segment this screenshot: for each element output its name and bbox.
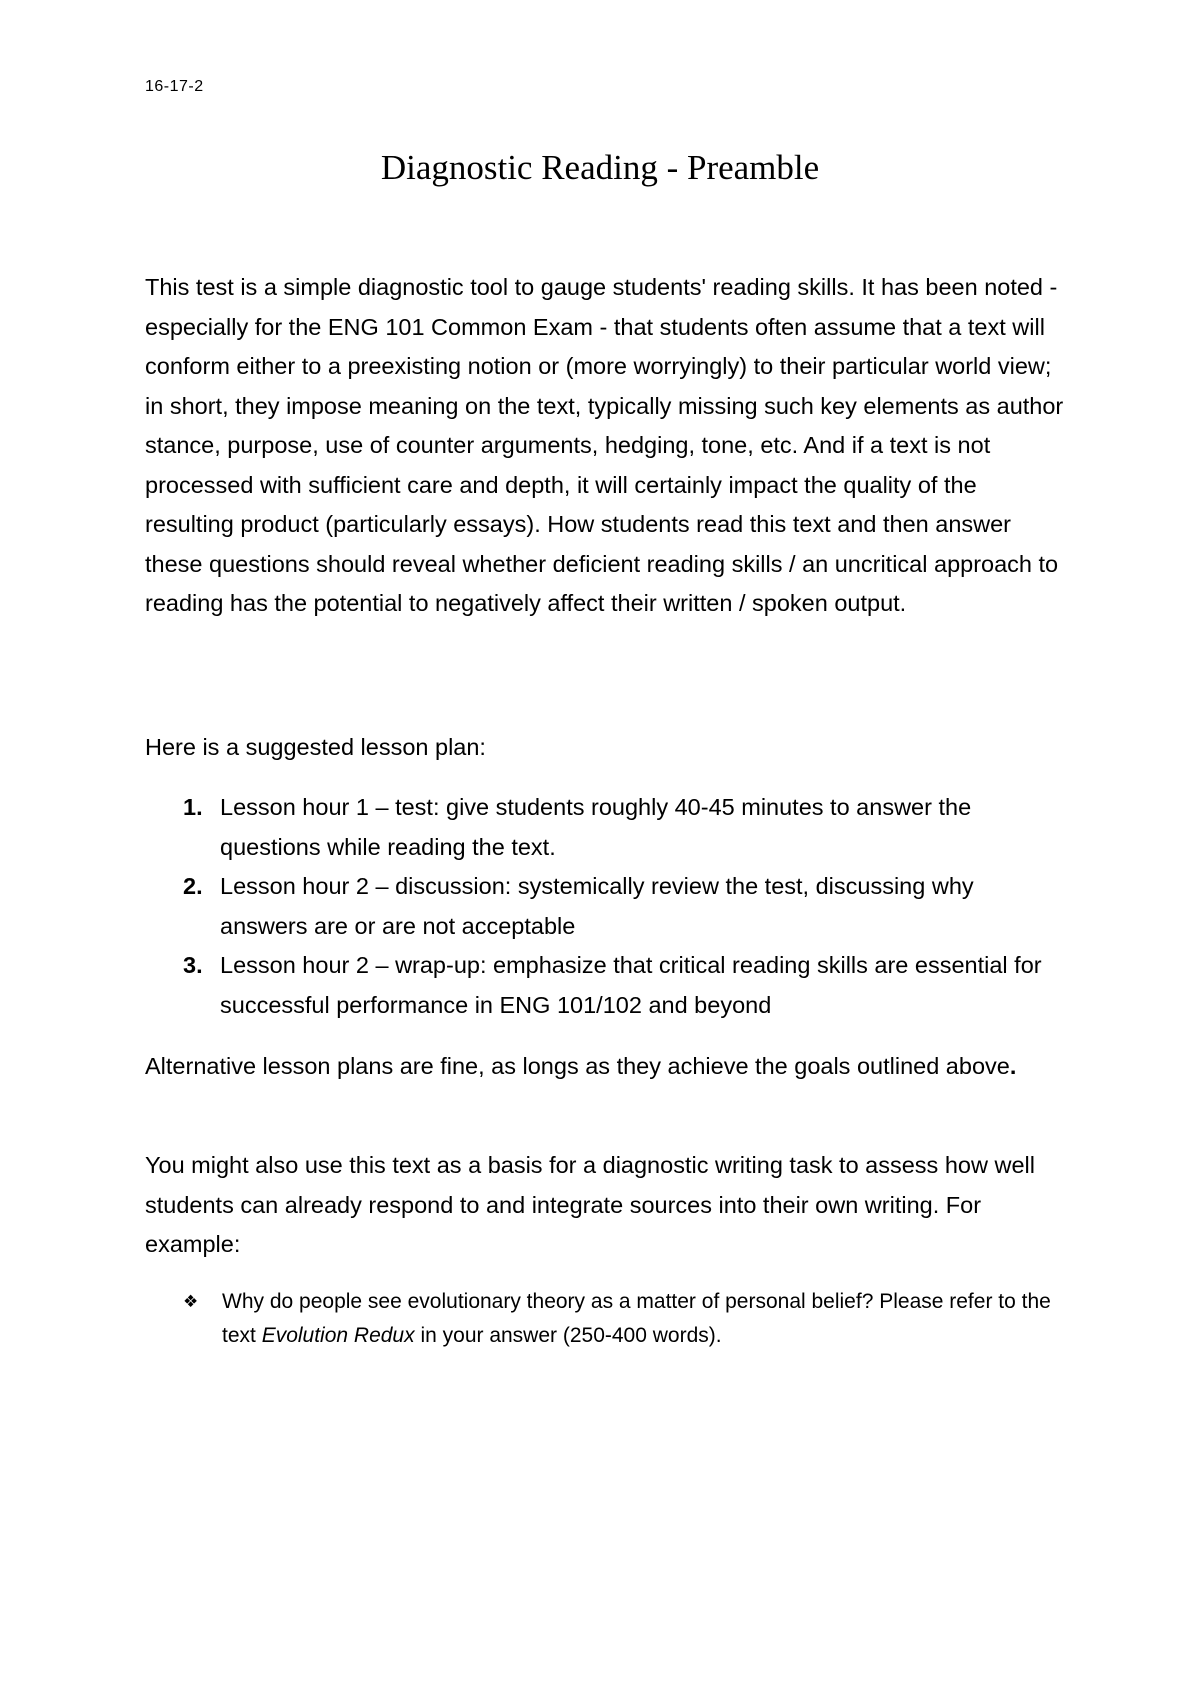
page-title: Diagnostic Reading - Preamble — [380, 148, 820, 187]
list-item-number: 1. — [183, 794, 203, 820]
list-item-text: Lesson hour 2 – discussion: systemically review the test, discussing why answers are or are not acceptable — [220, 873, 974, 939]
list-item — [145, 946, 1065, 1025]
intro-paragraph: This test is a simple diagnostic tool to gauge students' reading skills. It has been noted - especially for the ENG 101 Common Exam - that students often assume that a text will conform either to a preexisting notion or (more worryingly) to their particular world view; in short, they impose meaning on the text, typically missing such key elements as author stance, purpose, use of counter arguments, hedging, tone, etc. And if a text is not processed with sufficient care and depth, it will certainly impact the quality of the resulting product (particularly essays). How students read this text and then answer these questions should reveal whether deficient reading skills / an uncritical approach to reading has the potential to negatively affect their written / spoken output. — [145, 274, 1064, 616]
writing-task-paragraph: You might also use this text as a basis for a diagnostic writing task to assess how well students can already respond to and integrate sources into their own writing. For example: — [145, 1152, 1035, 1257]
list-item-number: 2. — [183, 873, 203, 899]
list-item — [145, 867, 1065, 946]
example-task-question: Why do people see evolutionary theory as a matter of personal belief? Please refer to the text — [222, 1290, 1051, 1347]
example-task-text — [222, 1285, 1065, 1353]
example-task-item — [145, 1285, 1065, 1353]
example-task-source-title: Evolution Redux — [261, 1324, 415, 1347]
alternative-plans-text: Alternative lesson plans are fine, as longs as they achieve the goals outlined above — [145, 1053, 1010, 1079]
list-item-text: Lesson hour 2 – wrap-up: emphasize that critical reading skills are essential for successful performance in ENG 101/102 and beyond — [220, 952, 1042, 1018]
list-item-number: 3. — [183, 952, 203, 978]
alternative-plans-end-mark: . — [1009, 1053, 1017, 1079]
lesson-plan-list — [145, 788, 1065, 1025]
list-item-text: Lesson hour 1 – test: give students roughly 40-45 minutes to answer the questions while reading the text. — [220, 794, 972, 860]
example-task-requirement: in your answer (250-400 words). — [414, 1324, 722, 1347]
document-code: 16-17-2 — [145, 78, 204, 95]
lesson-plan-intro: Here is a suggested lesson plan: — [145, 734, 486, 760]
alternative-plans-paragraph — [145, 1047, 1065, 1087]
diamond-bullet-icon: ❖ — [183, 1292, 199, 1312]
list-item — [145, 788, 1065, 867]
